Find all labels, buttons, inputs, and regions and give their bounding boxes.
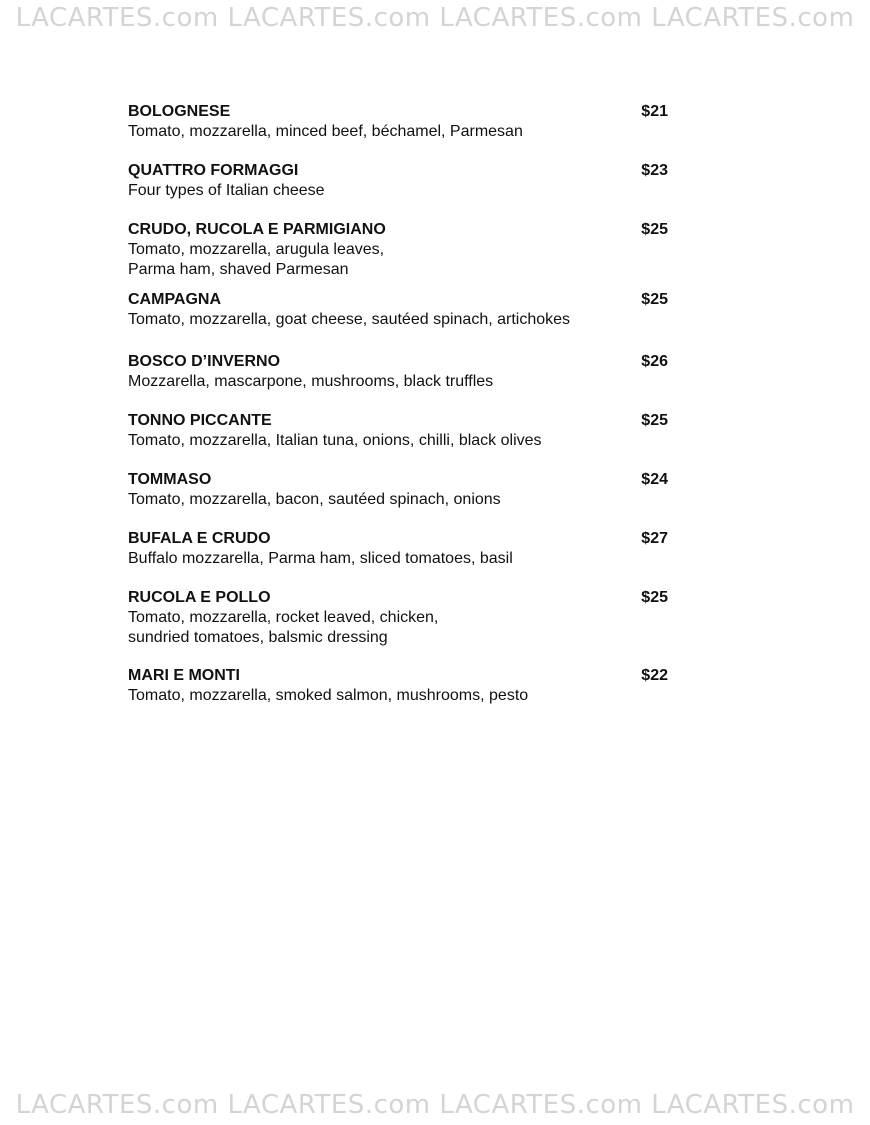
menu-item-description: Tomato, mozzarella, minced beef, béchamel, Parmesan [128,123,523,140]
menu-item-price: $22 [641,667,668,684]
menu-item-description: Mozzarella, mascarpone, mushrooms, black truffles [128,373,494,390]
menu-item-quattro-formaggi [128,161,668,201]
menu-item-header [128,529,668,549]
menu-item-crudo-rucola-parmigiano [128,220,668,279]
menu-item-name: BUFALA E CRUDO [128,530,271,547]
menu-item-price: $26 [641,353,668,370]
watermark-bottom: LACARTES.com LACARTES.com LACARTES.com LACARTES.com [15,1090,855,1120]
menu-item-price: $24 [641,471,668,488]
menu-item-header [128,470,668,490]
menu-item-description: sundried tomatoes, balsmic dressing [128,628,388,646]
menu-item-mari-e-monti [128,666,668,706]
menu-item-description: Tomato, mozzarella, smoked salmon, mushrooms, pesto [128,687,529,704]
menu-item-name: MARI E MONTI [128,667,240,684]
menu-item-name: QUATTRO FORMAGGI [128,162,299,179]
menu-item-price: $27 [641,530,668,547]
menu-item-tommaso [128,470,668,510]
menu-item-price: $25 [641,221,668,238]
menu-item-description: Tomato, mozzarella, arugula leaves, [128,241,385,258]
menu-item-header [128,352,668,372]
menu-item-description: Tomato, mozzarella, bacon, sautéed spinach, onions [128,491,501,508]
menu-item-price: $23 [641,162,668,179]
menu-item-rucola-e-pollo [128,588,668,647]
menu-item-description: Tomato, mozzarella, goat cheese, sautéed spinach, artichokes [128,311,571,328]
menu-item-header [128,290,668,310]
watermark-top: LACARTES.com LACARTES.com LACARTES.com LACARTES.com [15,3,855,33]
menu-item-name: CRUDO, RUCOLA E PARMIGIANO [128,221,386,238]
menu-item-description: Buffalo mozzarella, Parma ham, sliced tomatoes, basil [128,550,513,567]
menu-item-bufala-e-crudo [128,529,668,569]
menu-item-name: CAMPAGNA [128,291,222,308]
menu-item-price: $21 [641,103,668,120]
menu-item-price: $25 [641,589,668,606]
menu-item-name: BOLOGNESE [128,103,231,120]
menu-item-campagna [128,290,668,330]
menu-item-name: BOSCO D’INVERNO [128,353,281,370]
menu-item-bolognese [128,102,668,142]
menu-item-bosco-dinverno [128,352,668,392]
menu-item-description: Parma ham, shaved Parmesan [128,260,349,278]
menu-item-header [128,588,668,608]
menu-item-description: Four types of Italian cheese [128,182,325,199]
menu-item-description: Tomato, mozzarella, rocket leaved, chicken, [128,609,439,626]
menu-item-price: $25 [641,291,668,308]
menu-item-header [128,411,668,431]
menu-item-description: Tomato, mozzarella, Italian tuna, onions, chilli, black olives [128,432,542,449]
menu-item-header [128,102,668,122]
menu-item-header [128,220,668,240]
menu-item-name: TOMMASO [128,471,212,488]
menu-item-name: RUCOLA E POLLO [128,589,271,606]
menu-item-header [128,161,668,181]
menu-item-tonno-piccante [128,411,668,451]
menu-item-name: TONNO PICCANTE [128,412,272,429]
menu-item-header [128,666,668,686]
menu-item-price: $25 [641,412,668,429]
